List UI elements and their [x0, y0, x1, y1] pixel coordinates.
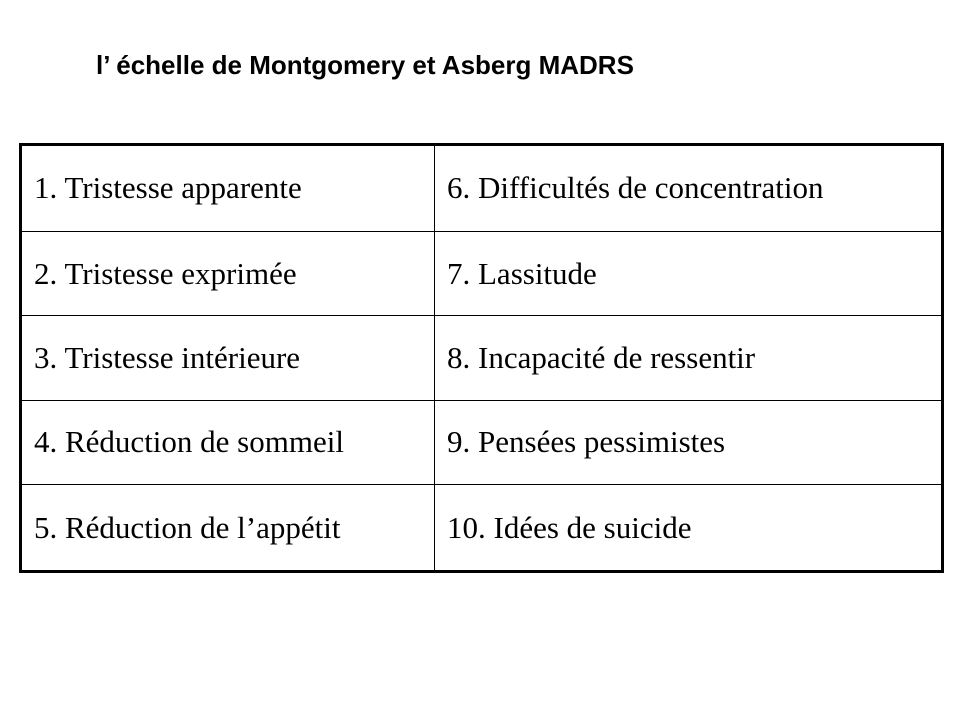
table-cell-item-8: 8. Incapacité de ressentir: [435, 316, 943, 400]
table-cell-item-4: 4. Réduction de sommeil: [21, 400, 435, 484]
table-cell-item-10: 10. Idées de suicide: [435, 485, 943, 572]
table-cell-item-2: 2. Tristesse exprimée: [21, 231, 435, 315]
table-row: [21, 231, 943, 315]
table-cell-item-1: 1. Tristesse apparente: [21, 145, 435, 232]
table-cell-item-9: 9. Pensées pessimistes: [435, 400, 943, 484]
table-row: [21, 485, 943, 572]
page-title: l’ échelle de Montgomery et Asberg MADRS: [96, 50, 634, 80]
table-cell-item-7: 7. Lassitude: [435, 231, 943, 315]
madrs-items-table: [19, 143, 944, 573]
table-cell-item-5: 5. Réduction de l’appétit: [21, 485, 435, 572]
table-cell-item-3: 3. Tristesse intérieure: [21, 316, 435, 400]
table-cell-item-6: 6. Difficultés de concentration: [435, 145, 943, 232]
table-row: [21, 316, 943, 400]
table-row: [21, 145, 943, 232]
table-row: [21, 400, 943, 484]
